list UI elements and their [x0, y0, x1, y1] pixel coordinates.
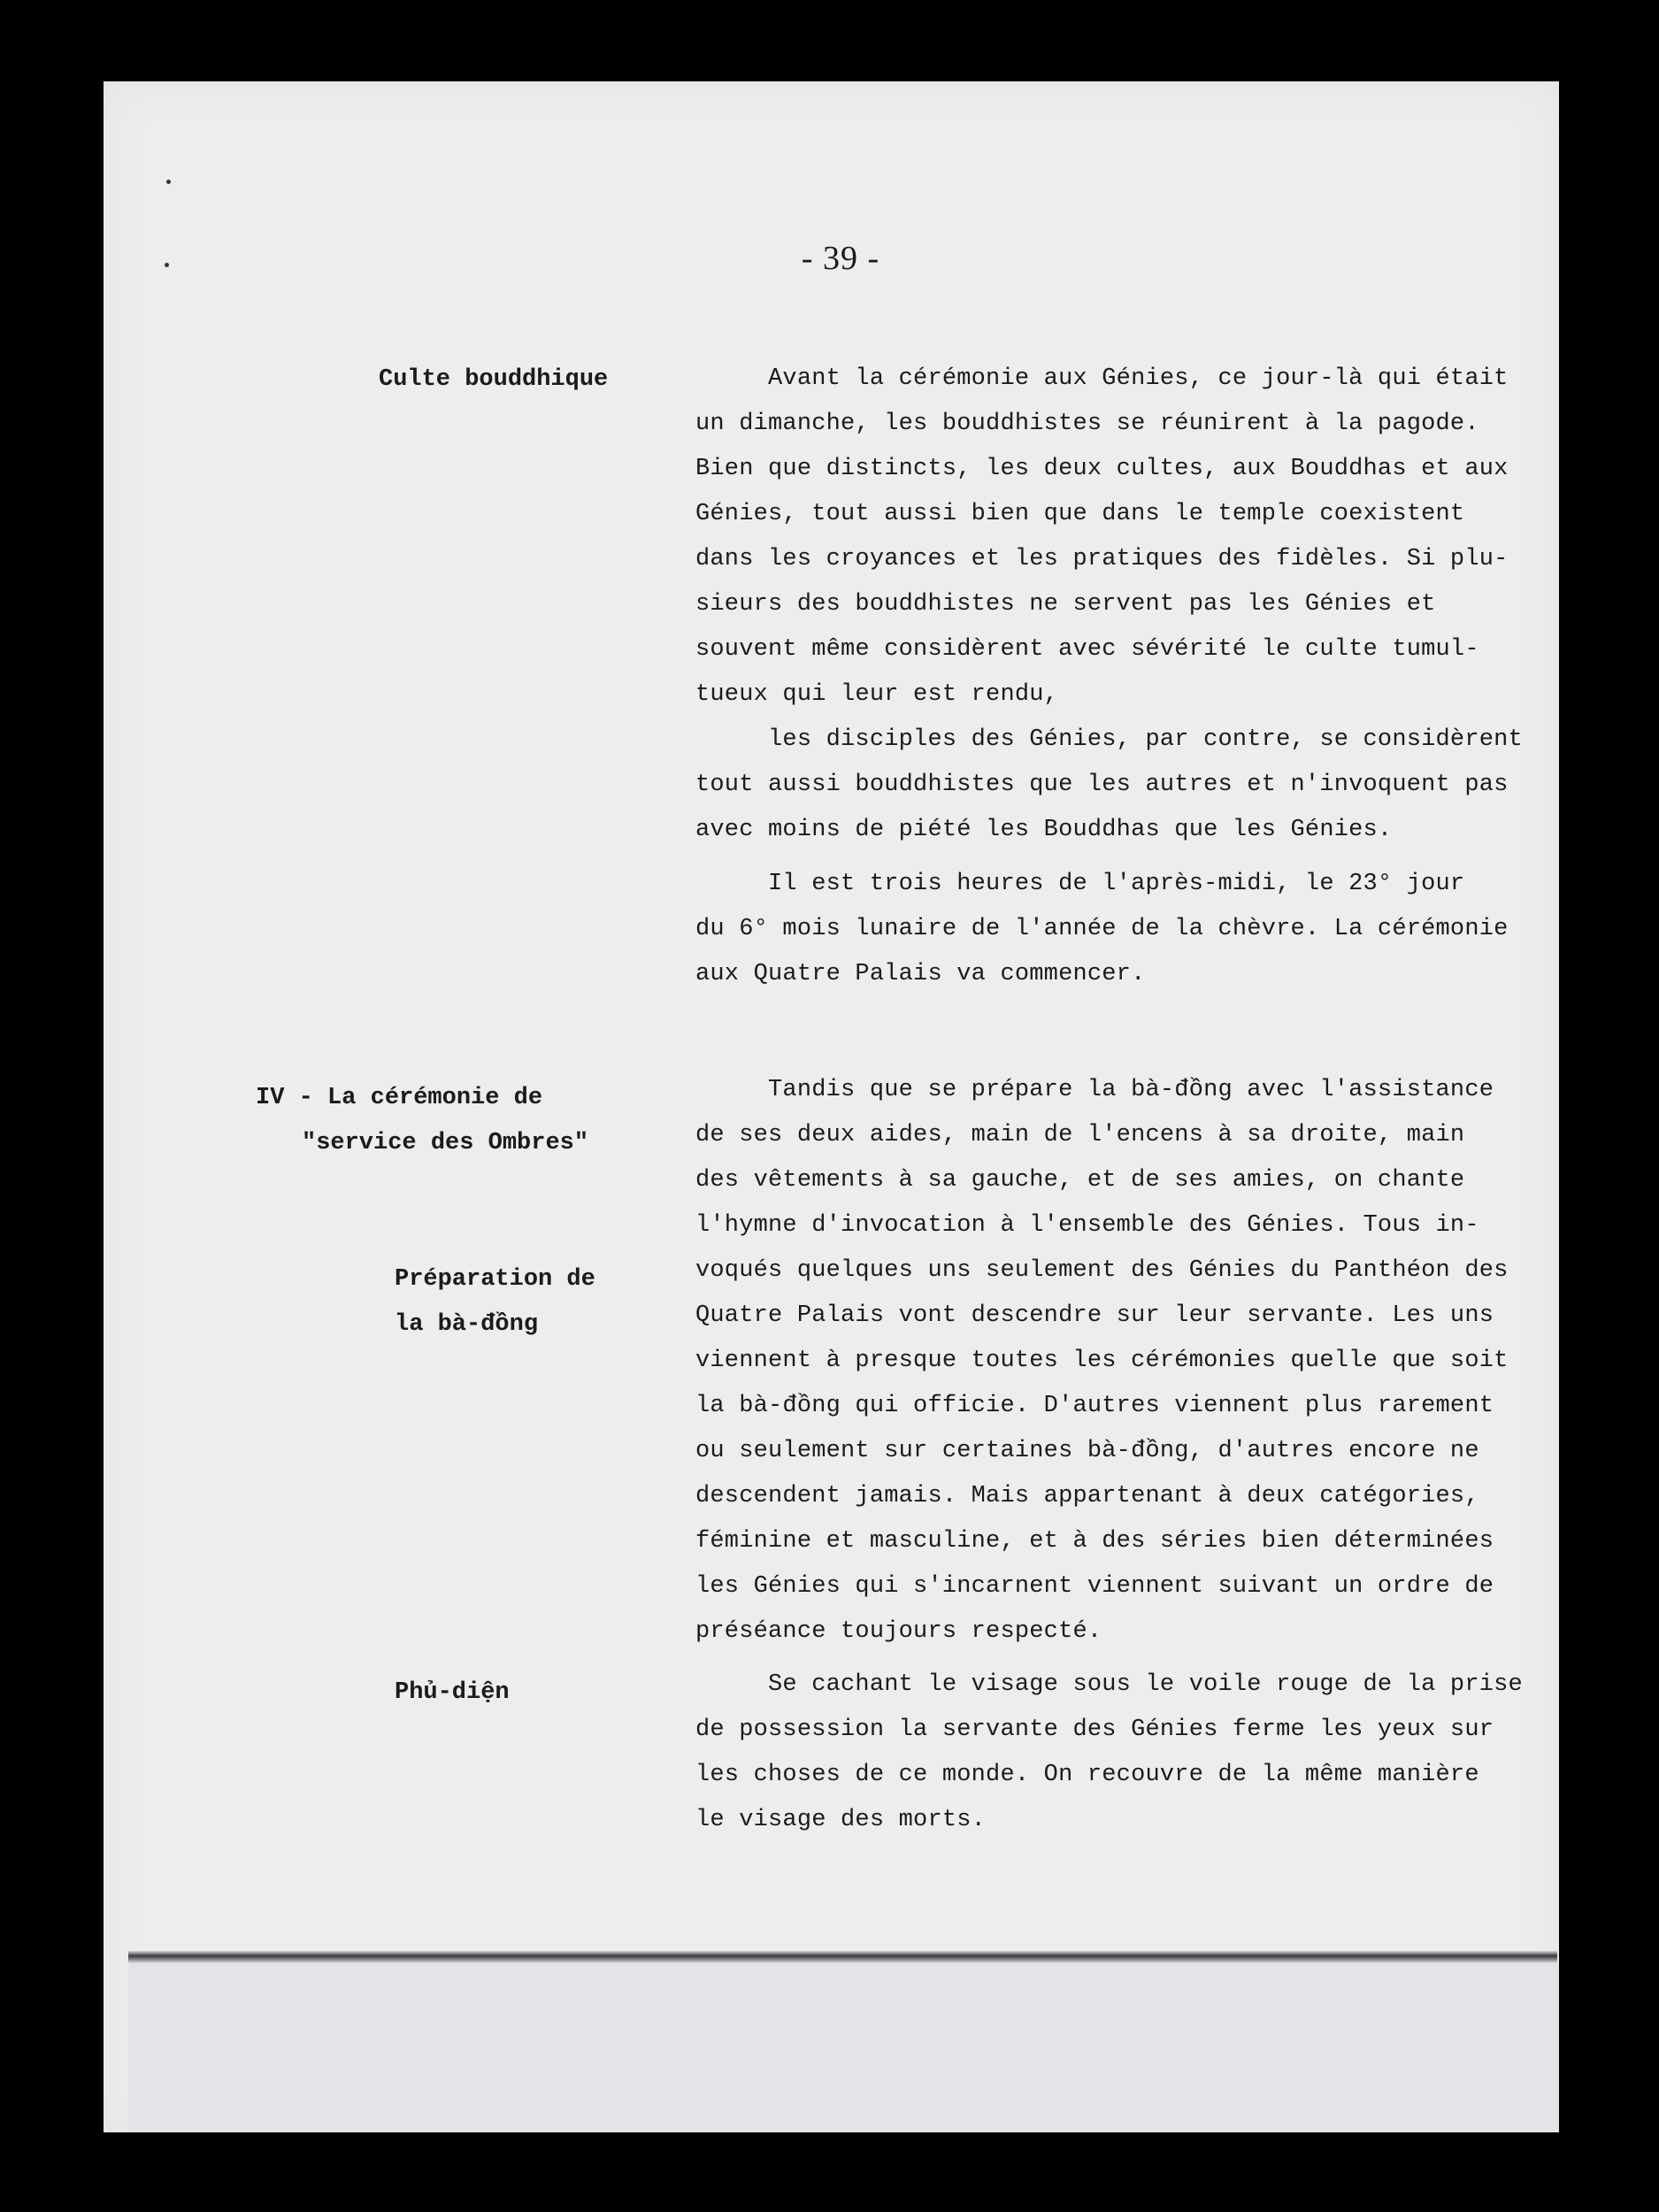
margin-heading-line: Culte bouddhique: [379, 366, 609, 393]
body-line: le visage des morts.: [695, 1807, 987, 1833]
body-line: de possession la servante des Génies ferme les yeux sur: [695, 1717, 1494, 1743]
body-line: Il est trois heures de l'après-midi, le 23° jour: [695, 871, 1465, 897]
paragraph-block-ceremonie: [695, 1068, 1549, 1655]
body-line: Tandis que se prépare la bà-đồng avec l'assistance: [695, 1077, 1494, 1103]
body-line: Génies, tout aussi bien que dans le temple coexistent: [695, 501, 1465, 527]
body-line: dans les croyances et les pratiques des fidèles. Si plu-: [695, 546, 1509, 572]
body-line: viennent à presque toutes les cérémonies quelle que soit: [695, 1348, 1509, 1374]
body-line: l'hymne d'invocation à l'ensemble des Génies. Tous in-: [695, 1212, 1479, 1239]
margin-heading-line: Préparation de: [395, 1266, 595, 1293]
margin-subheading-preparation: [395, 1257, 595, 1348]
paragraph-block-phu-dien: [695, 1663, 1549, 1843]
body-line: préséance toujours respecté.: [695, 1618, 1102, 1645]
margin-heading-phu-dien: [395, 1671, 510, 1716]
body-line: la bà-đồng qui officie. D'autres viennent plus rarement: [695, 1393, 1494, 1419]
body-line: Se cachant le visage sous le voile rouge de la prise: [695, 1671, 1523, 1698]
page-edge-shadow: [128, 1951, 1557, 1963]
body-line: ou seulement sur certaines bà-đồng, d'autres encore ne: [695, 1438, 1479, 1464]
margin-heading-line: "service des Ombres": [302, 1130, 589, 1156]
body-line: les Génies qui s'incarnent viennent suivant un ordre de: [695, 1573, 1494, 1600]
margin-heading-line: Phủ-diện: [395, 1679, 510, 1706]
body-line: Avant la cérémonie aux Génies, ce jour-là qui était: [695, 365, 1509, 392]
margin-heading-culte: [379, 357, 608, 403]
body-line: voqués quelques uns seulement des Génies du Panthéon des: [695, 1257, 1509, 1284]
body-line: tueux qui leur est rendu,: [695, 681, 1059, 708]
body-line: avec moins de piété les Bouddhas que les Génies.: [695, 817, 1393, 843]
hole-punch-mark: [166, 180, 171, 184]
margin-heading-line: la bà-đồng: [395, 1311, 539, 1338]
body-line: les choses de ce monde. On recouvre de la même manière: [695, 1762, 1479, 1788]
body-line: féminine et masculine, et à des séries bien déterminées: [695, 1528, 1494, 1555]
body-line: sieurs des bouddhistes ne servent pas les Génies et: [695, 591, 1436, 618]
body-line: les disciples des Génies, par contre, se considèrent: [695, 726, 1523, 753]
body-line: de ses deux aides, main de l'encens à sa droite, main: [695, 1122, 1465, 1148]
margin-heading-line: IV - La cérémonie de: [256, 1085, 543, 1111]
body-line: aux Quatre Palais va commencer.: [695, 961, 1146, 987]
body-line: Quatre Palais vont descendre sur leur servante. Les uns: [695, 1302, 1494, 1329]
body-line: des vêtements à sa gauche, et de ses amies, on chante: [695, 1167, 1465, 1194]
paragraph-block-culte: [695, 357, 1549, 997]
margin-heading-ceremonie: [256, 1076, 588, 1166]
body-line: Bien que distincts, les deux cultes, aux Bouddhas et aux: [695, 456, 1509, 482]
body-line: tout aussi bouddhistes que les autres et n'invoquent pas: [695, 772, 1509, 798]
body-line: un dimanche, les bouddhistes se réunirent à la pagode.: [695, 411, 1479, 437]
body-line: souvent même considèrent avec sévérité le culte tumul-: [695, 636, 1479, 663]
body-line: descendent jamais. Mais appartenant à deux catégories,: [695, 1483, 1479, 1509]
body-line: du 6° mois lunaire de l'année de la chèvre. La cérémonie: [695, 916, 1509, 942]
underlying-page: [128, 1963, 1559, 2132]
hole-punch-mark: [165, 263, 169, 267]
page-number: - 39 -: [801, 240, 880, 277]
